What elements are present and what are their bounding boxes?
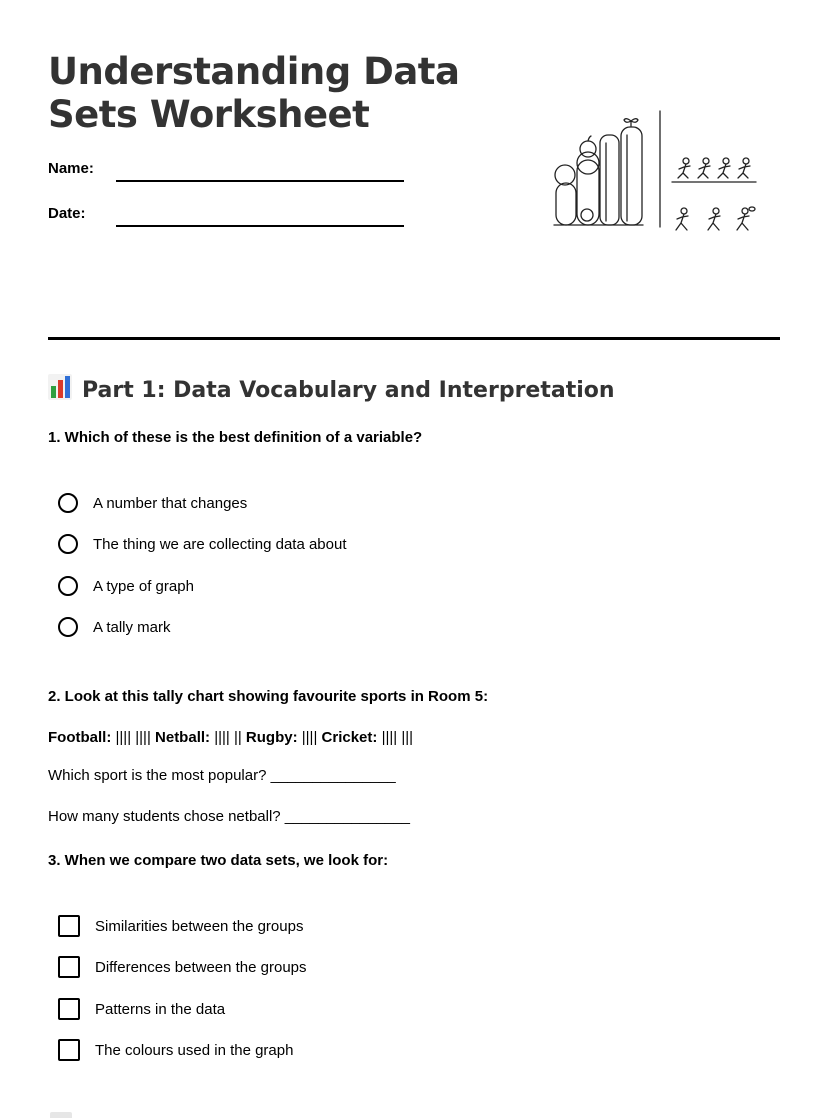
- radio-button[interactable]: [58, 576, 78, 596]
- part-1-title: Part 1: Data Vocabulary and Interpretation: [82, 378, 615, 403]
- q3-option[interactable]: [58, 955, 307, 979]
- q3-option[interactable]: [58, 914, 303, 938]
- tally-chart: [48, 729, 413, 746]
- tally-sport: Netball:: [155, 729, 211, 746]
- radio-button[interactable]: [58, 534, 78, 554]
- option-label: Differences between the groups: [95, 958, 307, 976]
- bar-chart-emoji-icon: [48, 374, 72, 400]
- q1-option[interactable]: [58, 574, 194, 598]
- option-label: A tally mark: [93, 618, 171, 636]
- q1-option[interactable]: [58, 491, 247, 515]
- option-label: Similarities between the groups: [95, 917, 304, 935]
- question-3-prompt: 3. When we compare two data sets, we look for:: [48, 852, 389, 869]
- worksheet-title: [48, 50, 528, 136]
- checkbox[interactable]: [58, 915, 80, 937]
- option-label: Patterns in the data: [95, 1000, 226, 1018]
- tally-sport: Cricket:: [321, 729, 378, 746]
- q3-option[interactable]: [58, 997, 225, 1021]
- option-label: The thing we are collecting data about: [93, 535, 347, 553]
- bar-chart-and-stick-figures-illustration: [550, 105, 765, 240]
- option-label: A number that changes: [93, 494, 248, 512]
- name-label: Name:: [48, 160, 94, 177]
- tally-marks: |||| ||: [214, 729, 242, 746]
- option-label: A type of graph: [93, 577, 194, 595]
- q1-option[interactable]: [58, 532, 347, 556]
- date-label: Date:: [48, 205, 86, 222]
- question-1-prompt: 1. Which of these is the best definition of a variable?: [48, 429, 423, 446]
- tally-marks: |||| |||: [381, 729, 414, 746]
- question-2a: Which sport is the most popular? _______________: [48, 767, 396, 784]
- q3-option[interactable]: [58, 1038, 293, 1062]
- radio-button[interactable]: [58, 493, 78, 513]
- tally-sport: Rugby:: [245, 729, 298, 746]
- checkbox[interactable]: [58, 998, 80, 1020]
- name-field[interactable]: [116, 180, 404, 182]
- q1-option[interactable]: [58, 615, 171, 639]
- next-section-icon: [50, 1112, 72, 1118]
- date-field[interactable]: [116, 225, 404, 227]
- tally-marks: ||||: [301, 729, 318, 746]
- title-line-2: Sets Worksheet: [48, 93, 370, 136]
- tally-marks: |||| ||||: [115, 729, 151, 746]
- question-2b: How many students chose netball? _______________: [48, 808, 410, 825]
- question-2-prompt: 2. Look at this tally chart showing favourite sports in Room 5:: [48, 688, 489, 705]
- checkbox[interactable]: [58, 956, 80, 978]
- radio-button[interactable]: [58, 617, 78, 637]
- option-label: The colours used in the graph: [95, 1041, 294, 1059]
- section-divider: [48, 337, 780, 340]
- title-line-1: Understanding Data: [48, 50, 460, 93]
- part-1-heading: [48, 374, 615, 403]
- checkbox[interactable]: [58, 1039, 80, 1061]
- tally-sport: Football:: [48, 729, 112, 746]
